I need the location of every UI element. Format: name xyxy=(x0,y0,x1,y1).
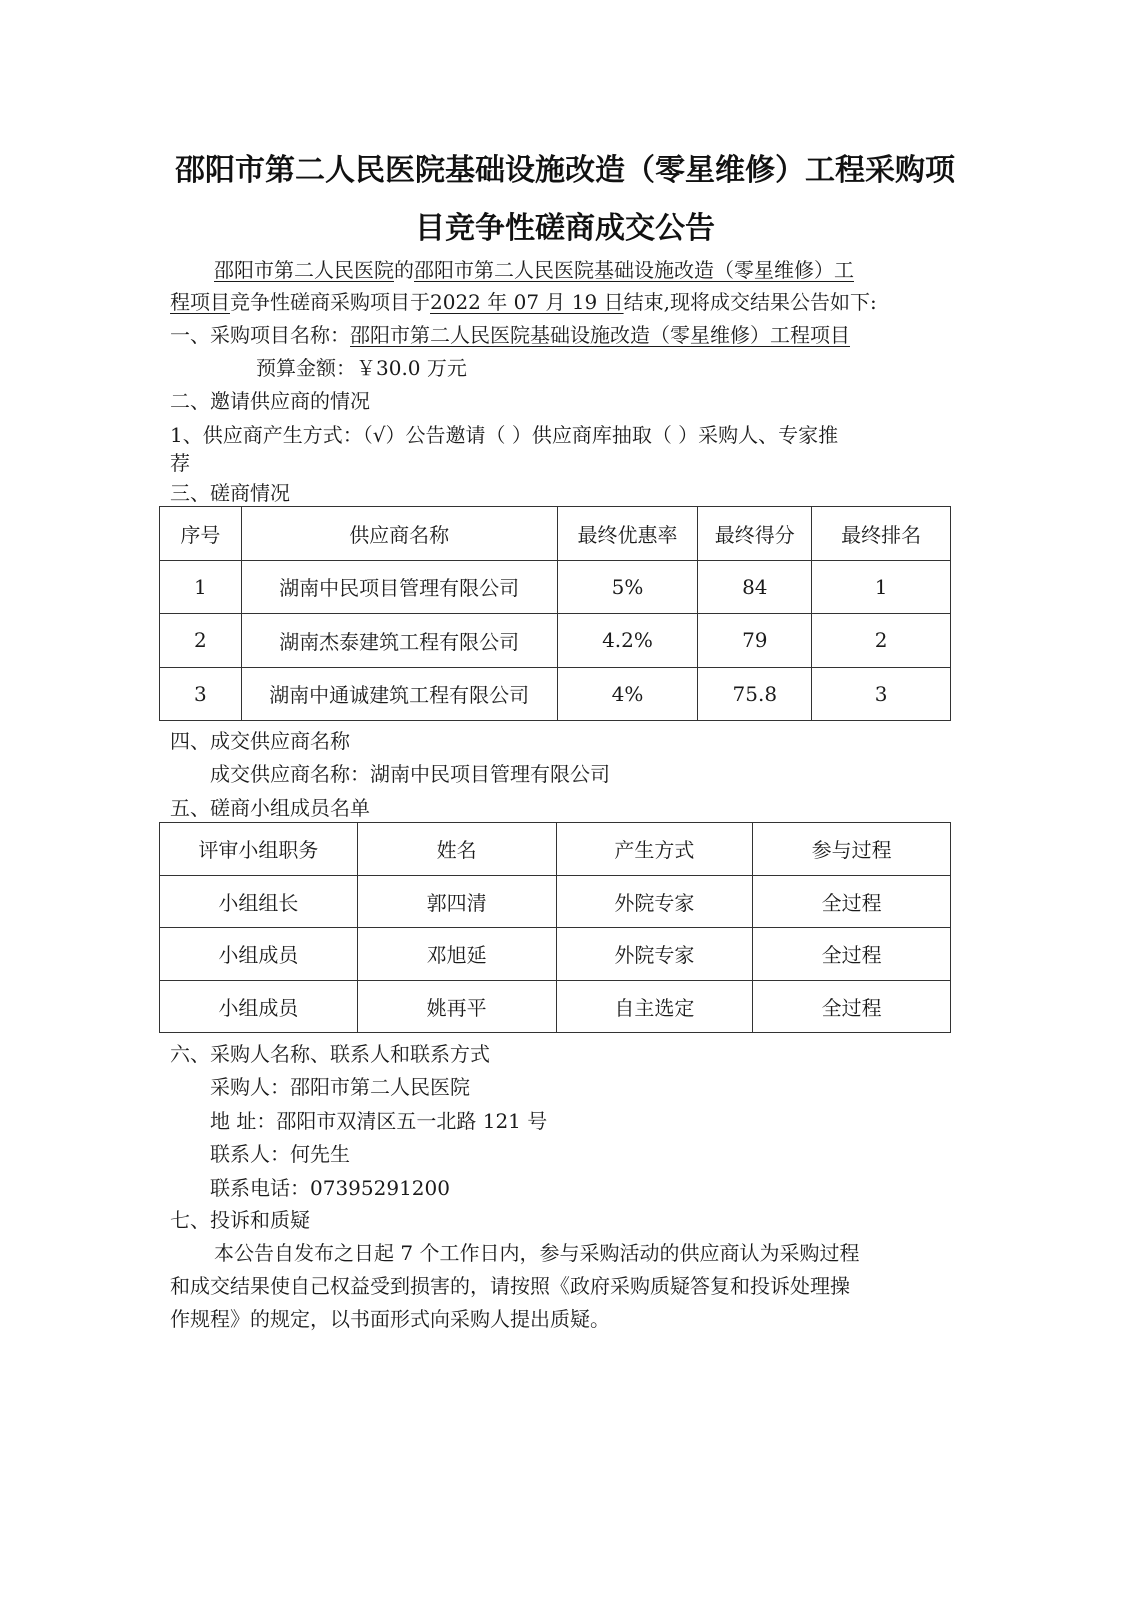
intro-project-name-b: 程项目 xyxy=(170,290,230,314)
table-cell: 4% xyxy=(557,667,698,721)
section-2-heading: 二、邀请供应商的情况 xyxy=(170,389,370,413)
table-cell: 2 xyxy=(160,614,242,668)
purchaser-address: 地 址：邵阳市双清区五一北路 121 号 xyxy=(210,1109,548,1133)
table-cell: 湖南中通诚建筑工程有限公司 xyxy=(241,667,557,721)
table-cell: 外院专家 xyxy=(556,875,753,928)
table-cell: 3 xyxy=(160,667,242,721)
table-cell: 外院专家 xyxy=(556,928,753,981)
section-4-heading: 四、成交供应商名称 xyxy=(170,729,350,753)
contact-person: 联系人：何先生 xyxy=(210,1142,350,1166)
intro-connector: 的 xyxy=(394,258,414,282)
contact-phone: 联系电话：07395291200 xyxy=(210,1176,450,1200)
table-cell: 4.2% xyxy=(557,614,698,668)
header-cell: 姓名 xyxy=(357,823,556,876)
table-row xyxy=(160,667,951,721)
intro-line-2 xyxy=(170,288,877,316)
section-6-heading: 六、采购人名称、联系人和联系方式 xyxy=(170,1042,490,1066)
table-header-row xyxy=(160,823,951,876)
table-cell: 小组成员 xyxy=(160,980,358,1033)
table-cell: 1 xyxy=(160,560,242,614)
table-cell: 1 xyxy=(812,560,951,614)
table-cell: 自主选定 xyxy=(556,980,753,1033)
table-cell: 邓旭延 xyxy=(357,928,556,981)
table-header-row xyxy=(160,507,951,561)
complaint-paragraph-line-1: 本公告自发布之日起 7 个工作日内，参与采购活动的供应商认为采购过程 xyxy=(214,1241,860,1265)
intro-purchaser: 邵阳市第二人民医院 xyxy=(214,258,394,282)
intro-end-date: 2022 年 07 月 19 日 xyxy=(430,290,624,314)
table-cell: 84 xyxy=(698,560,812,614)
intro-line-1 xyxy=(214,256,854,284)
document-title-line-2: 目竞争性磋商成交公告 xyxy=(415,211,715,246)
panel-members-table xyxy=(159,822,951,1033)
supplier-method-line-1: 1、供应商产生方式：（√）公告邀请（ ）供应商库抽取（ ）采购人、专家推 xyxy=(170,423,839,447)
table-cell: 小组组长 xyxy=(160,875,358,928)
intro-text: 竞争性磋商采购项目于 xyxy=(230,290,430,314)
table-cell: 湖南中民项目管理有限公司 xyxy=(241,560,557,614)
intro-text-end: 结束,现将成交结果公告如下: xyxy=(623,290,877,314)
budget-amount: 预算金额：￥30.0 万元 xyxy=(256,356,467,380)
purchaser-name: 采购人：邵阳市第二人民医院 xyxy=(210,1075,470,1099)
complaint-paragraph-line-2: 和成交结果使自己权益受到损害的，请按照《政府采购质疑答复和投诉处理操 xyxy=(170,1274,850,1298)
section-7-heading: 七、投诉和质疑 xyxy=(170,1208,310,1232)
table-cell: 75.8 xyxy=(698,667,812,721)
table-cell: 小组成员 xyxy=(160,928,358,981)
section-5-heading: 五、磋商小组成员名单 xyxy=(170,796,370,820)
table-cell: 姚再平 xyxy=(357,980,556,1033)
section-1-line xyxy=(170,321,850,349)
header-cell: 最终优惠率 xyxy=(557,507,698,561)
section-1-label: 一、采购项目名称： xyxy=(170,323,350,347)
table-row xyxy=(160,980,951,1033)
table-cell: 全过程 xyxy=(753,980,951,1033)
table-row xyxy=(160,560,951,614)
complaint-paragraph-line-3: 作规程》的规定，以书面形式向采购人提出质疑。 xyxy=(170,1307,610,1331)
table-cell: 5% xyxy=(557,560,698,614)
header-cell: 产生方式 xyxy=(556,823,753,876)
document-title-line-1: 邵阳市第二人民医院基础设施改造（零星维修）工程采购项 xyxy=(175,153,955,188)
header-cell: 最终排名 xyxy=(812,507,951,561)
header-cell: 评审小组职务 xyxy=(160,823,358,876)
table-cell: 全过程 xyxy=(753,928,951,981)
section-3-heading: 三、磋商情况 xyxy=(170,481,290,505)
table-cell: 3 xyxy=(812,667,951,721)
supplier-method-line-2: 荐 xyxy=(170,451,190,475)
table-row xyxy=(160,614,951,668)
table-cell: 2 xyxy=(812,614,951,668)
header-cell: 最终得分 xyxy=(698,507,812,561)
intro-project-name-a: 邵阳市第二人民医院基础设施改造（零星维修）工 xyxy=(414,258,854,282)
table-row xyxy=(160,875,951,928)
bid-results-table xyxy=(159,506,951,721)
table-row xyxy=(160,928,951,981)
header-cell: 序号 xyxy=(160,507,242,561)
table-cell: 79 xyxy=(698,614,812,668)
header-cell: 参与过程 xyxy=(753,823,951,876)
header-cell: 供应商名称 xyxy=(241,507,557,561)
table-cell: 湖南杰泰建筑工程有限公司 xyxy=(241,614,557,668)
winning-supplier: 成交供应商名称：湖南中民项目管理有限公司 xyxy=(210,762,610,786)
table-cell: 全过程 xyxy=(753,875,951,928)
table-cell: 郭四清 xyxy=(357,875,556,928)
section-1-project-name: 邵阳市第二人民医院基础设施改造（零星维修）工程项目 xyxy=(350,323,850,347)
